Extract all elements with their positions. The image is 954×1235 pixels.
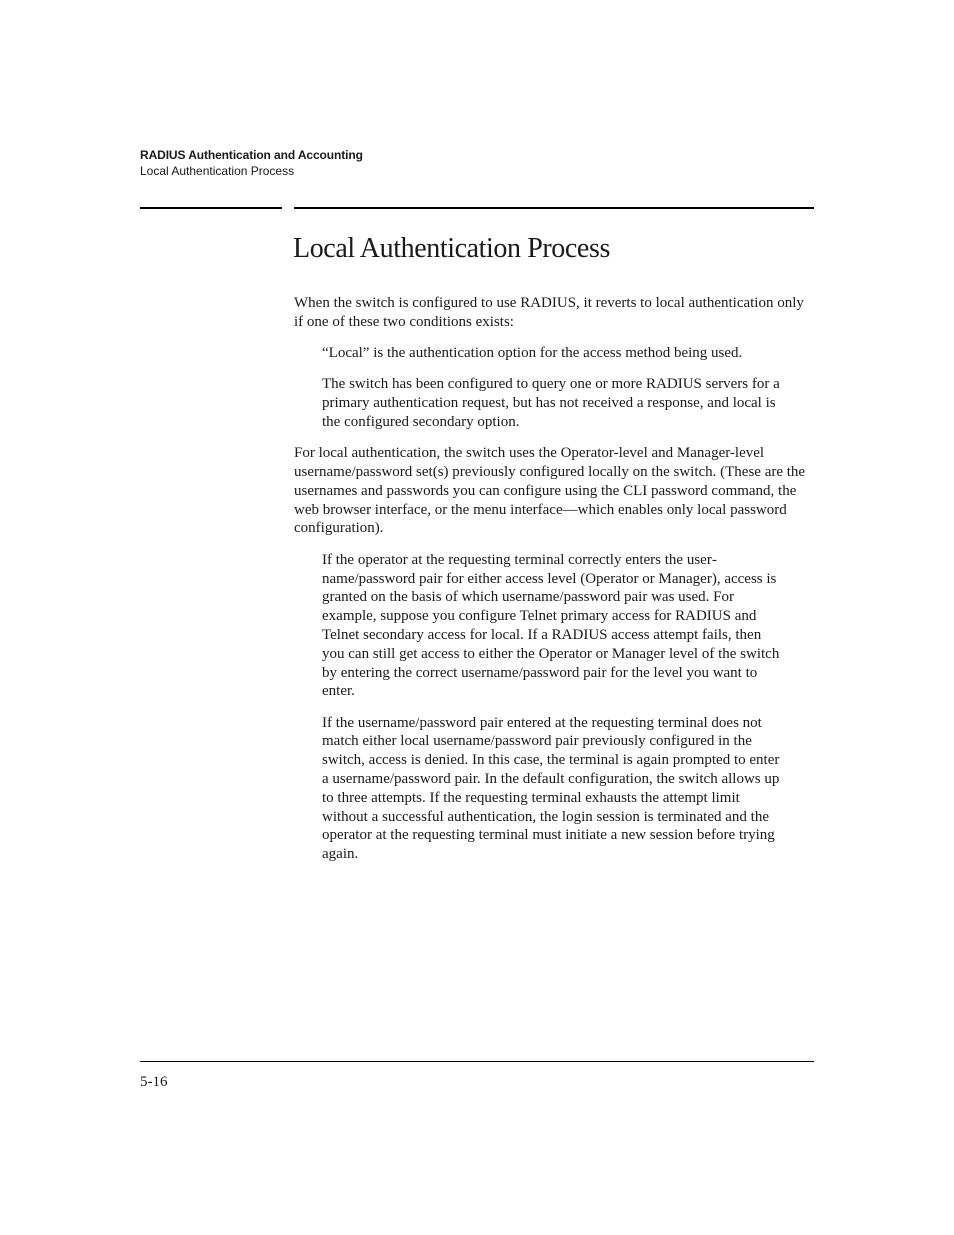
page-number: 5-16 xyxy=(140,1074,168,1090)
page-title: Local Authentication Process xyxy=(293,233,610,264)
footer-rule xyxy=(140,1061,814,1062)
chapter-title: RADIUS Authentication and Accounting xyxy=(140,148,363,162)
local-auth-paragraph: For local authentication, the switch uses the Operator-level and Manager-level username/password set(s) previously configured locally on the switch. (These are the usernames and passwords you can configure using the CLI password command, the web browser interface, or the menu interface—which enables only local password configuration). xyxy=(294,445,806,537)
header-rule-left xyxy=(140,207,282,209)
running-header xyxy=(140,147,363,179)
condition-local-option: “Local” is the authentication option for the access method being used. xyxy=(322,345,743,362)
body-text xyxy=(294,294,814,877)
section-title: Local Authentication Process xyxy=(140,164,295,178)
condition-no-response: The switch has been configured to query one or more RADIUS servers for a primary authentication request, but has not received a response, and local is the configured secondary option. xyxy=(322,376,780,430)
access-denied-paragraph: If the username/password pair entered at the requesting terminal does not match either local username/password pair previously configured in the switch, access is denied. In this case, the terminal is again prompted to enter a username/password pair. In the default configuration, the switch allows up to three attempts. If the requesting terminal exhausts the attempt limit without a successful authentication, the login session is terminated and the operator at the requesting terminal must initiate a new session before trying again. xyxy=(322,714,780,863)
access-granted-paragraph: If the operator at the requesting terminal correctly enters the username/password pair for either access level (Operator or Manager), access is granted on the basis of which username/password pair was used. For example, suppose you configure Telnet primary access for RADIUS and Telnet secondary access for local. If a RADIUS access attempt fails, then you can still get access to either the Operator or Manager level of the switch by entering the correct username/password pair for the level you want to enter. xyxy=(322,551,780,700)
header-rule-right xyxy=(294,207,814,209)
intro-paragraph: When the switch is configured to use RADIUS, it reverts to local authentication only if one of these two conditions exists: xyxy=(294,295,804,330)
